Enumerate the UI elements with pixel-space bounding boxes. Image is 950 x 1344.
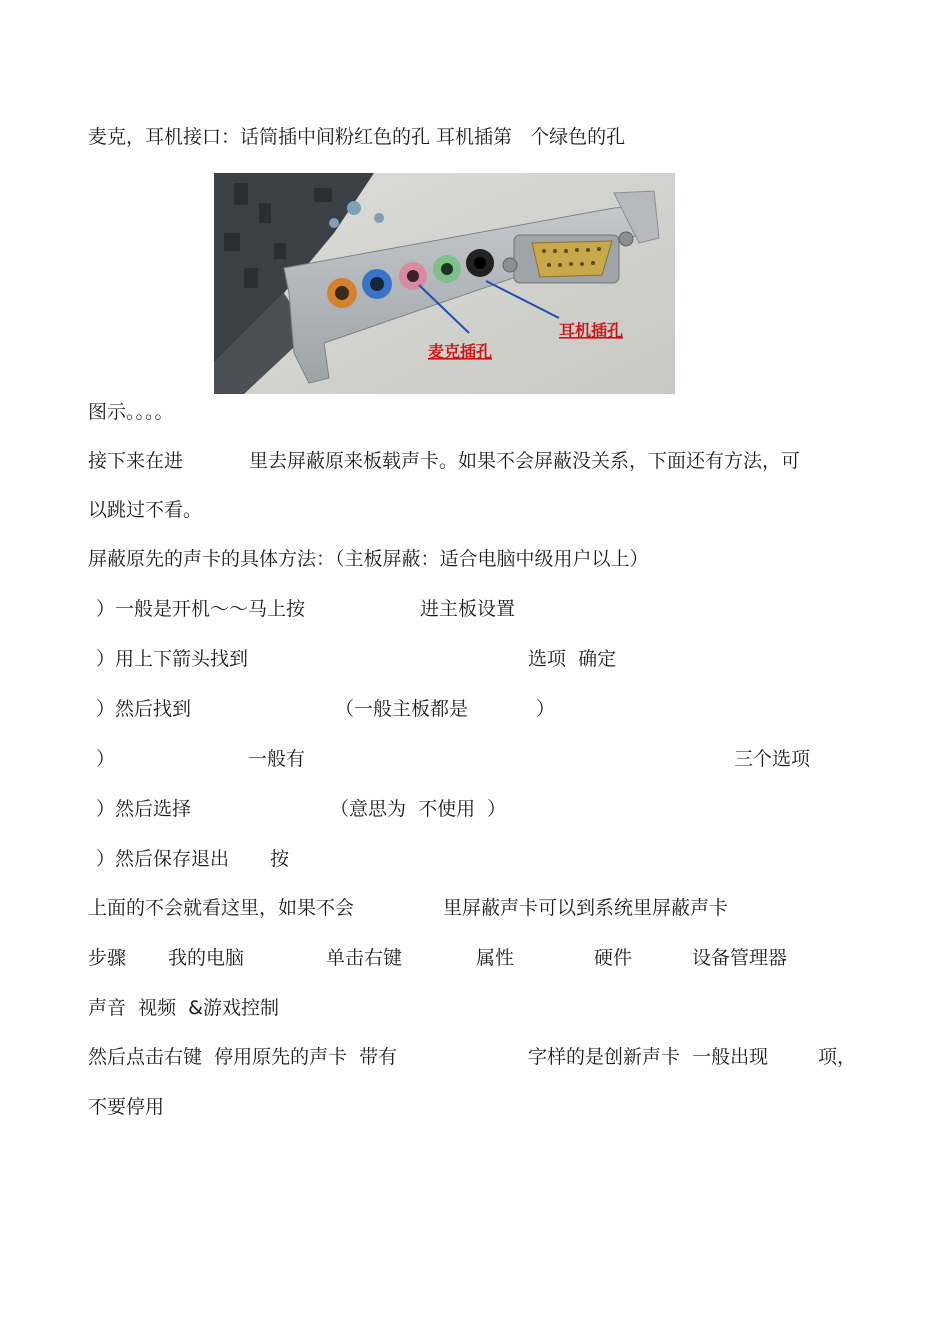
step-4-b: 一般有: [248, 748, 306, 770]
step-2-a: ）用上下箭头找到: [96, 648, 249, 670]
orange-jack-icon: [327, 278, 357, 308]
step-1-b: 进主板设置: [420, 598, 516, 620]
step-4-a: ）: [96, 748, 116, 770]
step-3-c: ）: [536, 698, 556, 720]
step-my-computer: 我的电脑: [168, 947, 245, 969]
step-6-a: ）然后保存退出: [96, 848, 230, 870]
mic-jack-label: 麦克插孔: [428, 342, 493, 361]
step-3-a: ）然后找到: [96, 698, 192, 720]
step-4-c: 三个选项: [734, 748, 811, 770]
pink-jack-icon: [399, 262, 427, 290]
step-6-b: 按: [270, 848, 290, 870]
paragraph-skip: 以跳过不看。: [88, 499, 203, 521]
blue-jack-icon: [362, 269, 392, 299]
step-properties: 属性: [476, 947, 515, 969]
paragraph-method-title: 屏蔽原先的声卡的具体方法：（主板屏蔽：适合电脑中级用户以上）: [88, 548, 649, 570]
step-device-manager: 设备管理器: [692, 947, 788, 969]
paragraph-sound-video: 声音 视频 &游戏控制: [88, 997, 279, 1019]
paragraph-disable-c: 项，: [818, 1046, 857, 1068]
green-jack-icon: [433, 255, 461, 283]
paragraph-bios-intro-a: 接下来在进: [88, 450, 184, 472]
steps-label: 步骤: [88, 947, 127, 969]
paragraph-mic-headphone: 麦克，耳机接口：话筒插中间粉红色的孔 耳机插第 个绿色的孔: [88, 126, 626, 148]
headphone-jack-label: 耳机插孔: [559, 321, 624, 340]
paragraph-alt-b: 里屏蔽声卡可以到系统里屏蔽声卡: [443, 897, 729, 919]
paragraph-disable-b: 字样的是创新声卡 一般出现: [528, 1046, 769, 1068]
step-2-b: 选项 确定: [528, 648, 617, 670]
step-3-b: （一般主板都是: [335, 698, 469, 720]
step-5-a: ）然后选择: [96, 798, 192, 820]
step-hardware: 硬件: [594, 947, 633, 969]
paragraph-disable-a: 然后点击右键 停用原先的声卡 带有: [88, 1046, 398, 1068]
game-port-icon: [503, 232, 633, 283]
step-5-b: （意思为 不使用 ）: [330, 798, 507, 820]
paragraph-do-not-disable: 不要停用: [88, 1096, 165, 1118]
caption-diagram: 图示。。。。: [88, 401, 174, 423]
step-right-click: 单击右键: [326, 947, 403, 969]
sound-card-photo: [214, 173, 675, 394]
paragraph-alt-a: 上面的不会就看这里，如果不会: [88, 897, 355, 919]
black-jack-icon: [466, 249, 494, 277]
paragraph-bios-intro-b: 里去屏蔽原来板载声卡。如果不会屏蔽没关系，下面还有方法，可: [249, 450, 801, 472]
step-1-a: ）一般是开机～～马上按: [96, 598, 306, 620]
